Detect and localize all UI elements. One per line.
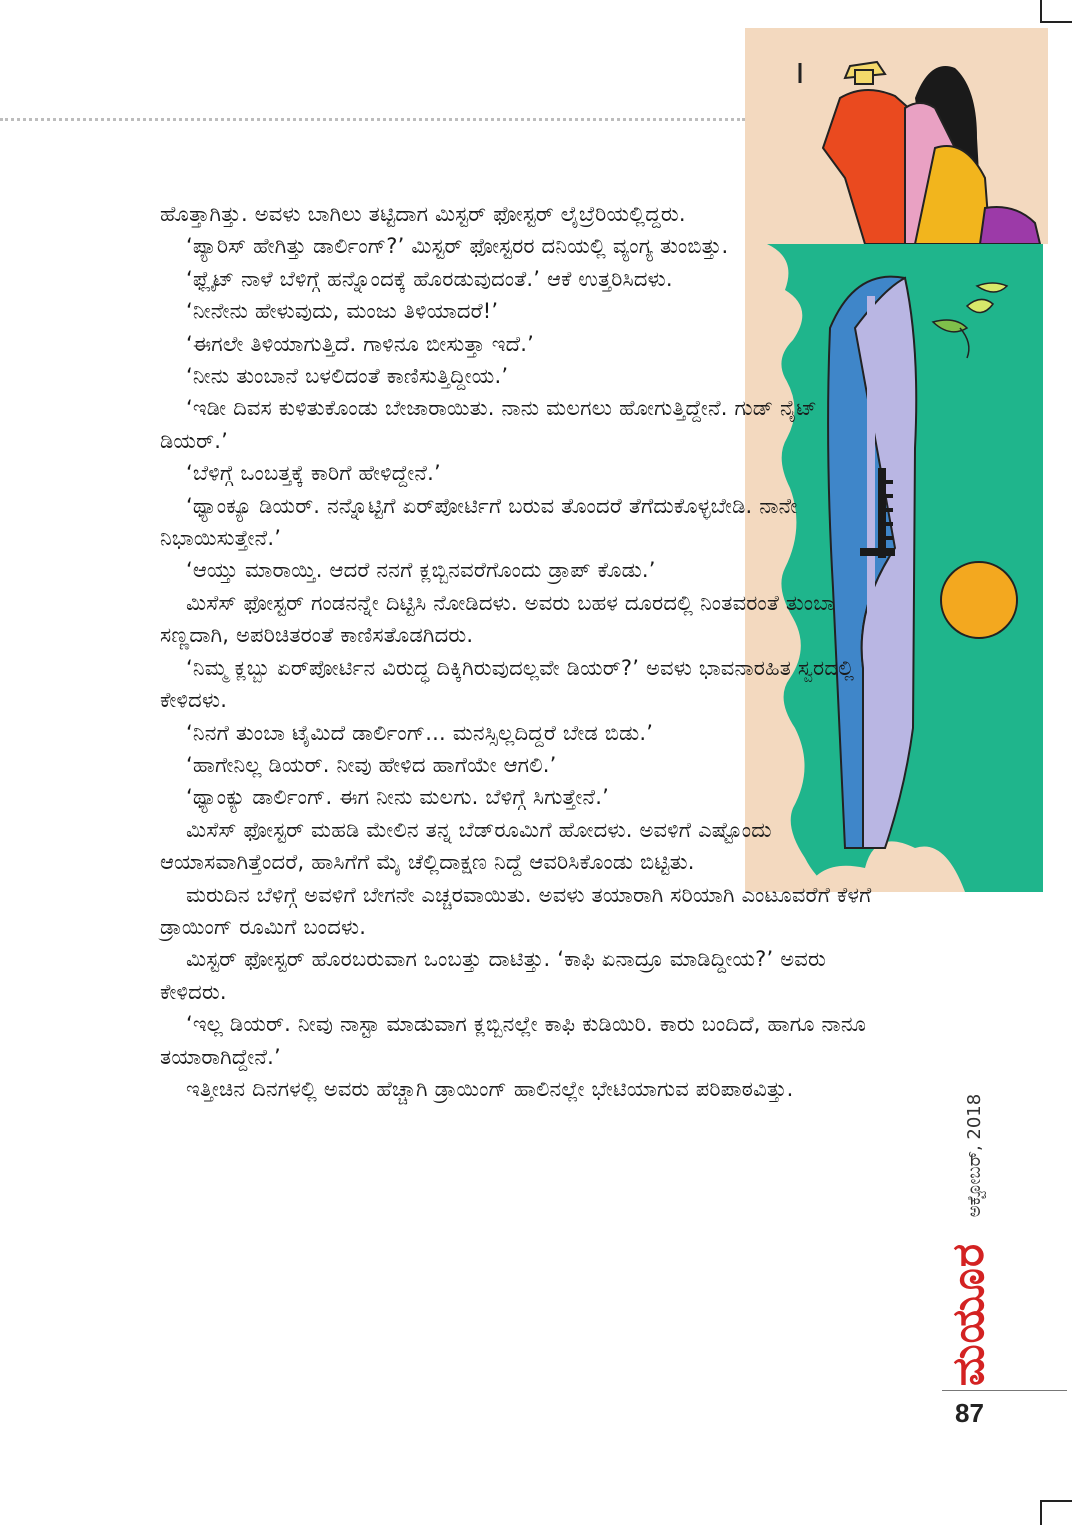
- paragraph: ಹೊತ್ತಾಗಿತ್ತು. ಅವಳು ಬಾಗಿಲು ತಟ್ಟಿದಾಗ ಮಿಸ್ಟರ್ ಫೋಸ್ಟರ್ ಲೈಬ್ರೆರಿಯಲ್ಲಿದ್ದರು.: [160, 202, 686, 226]
- paragraph: ಮಿಸೆಸ್ ಫೋಸ್ಟರ್ ಮಹಡಿ ಮೇಲಿನ ತನ್ನ ಬೆಡ್‌ರೂಮಿಗೆ ಹೋದಳು. ಅವಳಿಗೆ ಎಷ್ಟೊಂದು ಆಯಾಸವಾಗಿತ್ತೆಂದರೆ, ಹಾಸಿಗೆಗೆ ಮೈ ಚೆಲ್ಲಿದಾಕ್ಷಣ ನಿದ್ದೆ ಆವರಿಸಿಕೊಂಡು ಬಿಟ್ಟಿತು.: [160, 817, 772, 875]
- paragraph: ಇತ್ತೀಚಿನ ದಿನಗಳಲ್ಲಿ ಅವರು ಹೆಚ್ಚಾಗಿ ಡ್ರಾಯಿಂಗ್ ಹಾಲಿನಲ್ಲೇ ಭೇಟಿಯಾಗುವ ಪರಿಪಾಠವಿತ್ತು.: [186, 1076, 794, 1101]
- page-number: 87: [955, 1398, 984, 1428]
- crop-mark-top-vertical: [1040, 0, 1042, 22]
- paragraph: ‘ಥ್ಯಾಂಕ್ಯೂ ಡಿಯರ್. ನನ್ನೊಟ್ಟಿಗೆ ಏರ್‌ಪೋರ್ಟಿಗೆ ಬರುವ ತೊಂದರೆ ತೆಗೆದುಕೊಳ್ಳಬೇಡಿ. ನಾನೇ ನಿಭಾಯಿಸುತ್ತೇನೆ.’: [160, 493, 798, 551]
- paragraph: ಮಿಸ್ಟರ್ ಫೋಸ್ಟರ್ ಹೊರಬರುವಾಗ ಒಂಬತ್ತು ದಾಟಿತ್ತು. ‘ಕಾಫಿ ಏನಾದ್ರೂ ಮಾಡಿದ್ದೀಯ?’ ಅವರು ಕೇಳಿದರು.: [160, 947, 826, 1004]
- header-dotted-rule: [0, 118, 745, 121]
- story-text: [160, 198, 880, 1105]
- paragraph: ‘ಇಲ್ಲ ಡಿಯರ್. ನೀವು ನಾಸ್ಟಾ ಮಾಡುವಾಗ ಕ್ಲಬ್ಬಿನಲ್ಲೇ ಕಾಫಿ ಕುಡಿಯಿರಿ. ಕಾರು ಬಂದಿದೆ, ಹಾಗೂ ನಾನೂ ತಯಾರಾಗಿದ್ದೇನೆ.’: [160, 1012, 867, 1069]
- magazine-name: ಮಯೂರ: [943, 1242, 995, 1386]
- paragraph: ‘ಫ್ಲೈಟ್ ನಾಳೆ ಬೆಳಿಗ್ಗೆ ಹನ್ನೊಂದಕ್ಕೆ ಹೊರಡುವುದಂತೆ.’ ಆಕೆ ಉತ್ತರಿಸಿದಳು.: [186, 266, 673, 291]
- paragraph: ‘ನೀನೇನು ಹೇಳುವುದು, ಮಂಜು ತಿಳಿಯಾದರೆ!’: [186, 299, 499, 324]
- crop-mark-top-horizontal: [1040, 21, 1072, 23]
- paragraph: ‘ನೀನು ತುಂಬಾನೆ ಬಳಲಿದಂತೆ ಕಾಣಿಸುತ್ತಿದ್ದೀಯ.’: [186, 364, 509, 389]
- paragraph: ‘ಈಗಲೇ ತಿಳಿಯಾಗುತ್ತಿದೆ. ಗಾಳಿನೂ ಬೀಸುತ್ತಾ ಇದೆ.’: [186, 331, 534, 356]
- paragraph: ‘ಥ್ಯಾಂಕ್ಯು ಡಾರ್ಲಿಂಗ್. ಈಗ ನೀನು ಮಲಗು. ಬೆಳಿಗ್ಗೆ ಸಿಗುತ್ತೇನೆ.’: [186, 785, 609, 810]
- paragraph: ‘ನಿನಗೆ ತುಂಬಾ ಟೈಮಿದೆ ಡಾರ್ಲಿಂಗ್... ಮನಸ್ಸಿಲ್ಲದಿದ್ದರೆ ಬೇಡ ಬಿಡು.’: [186, 720, 654, 745]
- page-number-rule: [942, 1390, 1067, 1391]
- paragraph: ‘ಪ್ಯಾರಿಸ್ ಹೇಗಿತ್ತು ಡಾರ್ಲಿಂಗ್?’ ಮಿಸ್ಟರ್ ಫೋಸ್ಟರರ ದನಿಯಲ್ಲಿ ವ್ಯಂಗ್ಯ ತುಂಬಿತ್ತು.: [186, 234, 729, 259]
- paragraph: ‘ಆಯ್ತು ಮಾರಾಯ್ತಿ. ಆದರೆ ನನಗೆ ಕ್ಲಬ್ಬಿನವರೆಗೊಂದು ಡ್ರಾಪ್ ಕೊಡು.’: [186, 558, 656, 583]
- paragraph: ಮಿಸೆಸ್ ಫೋಸ್ಟರ್ ಗಂಡನನ್ನೇ ದಿಟ್ಟಿಸಿ ನೋಡಿದಳು. ಅವರು ಬಹಳ ದೂರದಲ್ಲಿ ನಿಂತವರಂತೆ ತುಂಬಾ ಸಣ್ಣದಾಗಿ, ಅಪರಿಚಿತರಂತೆ ಕಾಣಿಸತೊಡಗಿದರು.: [160, 590, 836, 648]
- paragraph: ‘ಇಡೀ ದಿವಸ ಕುಳಿತುಕೊಂಡು ಬೇಜಾರಾಯಿತು. ನಾನು ಮಲಗಲು ಹೋಗುತ್ತಿದ್ದೇನೆ. ಗುಡ್ ನೈಟ್ ಡಿಯರ್.’: [160, 396, 817, 453]
- paragraph: ‘ಹಾಗೇನಿಲ್ಲ ಡಿಯರ್. ನೀವು ಹೇಳಿದ ಹಾಗೆಯೇ ಆಗಲಿ.’: [186, 752, 557, 777]
- crop-mark-bottom-vertical: [1040, 1500, 1042, 1525]
- paragraph: ‘ಬೆಳಿಗ್ಗೆ ಒಂಬತ್ತಕ್ಕೆ ಕಾರಿಗೆ ಹೇಳಿದ್ದೇನೆ.’: [186, 461, 441, 486]
- paragraph: ‘ನಿಮ್ಮ ಕ್ಲಬ್ಬು ಏರ್‌ಪೋರ್ಟಿನ ವಿರುದ್ಧ ದಿಕ್ಕಿಗಿರುವುದಲ್ಲವೇ ಡಿಯರ್?’ ಅವಳು ಭಾವನಾರಹಿತ ಸ್ವರದಲ್ಲಿ ಕೇಳಿದಳು.: [160, 655, 855, 713]
- paragraph: ಮರುದಿನ ಬೆಳಿಗ್ಗೆ ಅವಳಿಗೆ ಬೇಗನೇ ಎಚ್ಚರವಾಯಿತು. ಅವಳು ತಯಾರಾಗಿ ಸರಿಯಾಗಿ ಎಂಟೂವರೆಗೆ ಕೆಳಗೆ ಡ್ರಾಯಿಂಗ್ ರೂಮಿಗೆ ಬಂದಳು.: [160, 882, 872, 939]
- sun: [941, 562, 1017, 638]
- magazine-logo: [940, 1238, 998, 1390]
- issue-date-text: ಅಕ್ಟೋಬರ್, 2018: [964, 1093, 986, 1217]
- crop-mark-bottom-horizontal: [1040, 1500, 1072, 1502]
- issue-date: [945, 1080, 1005, 1230]
